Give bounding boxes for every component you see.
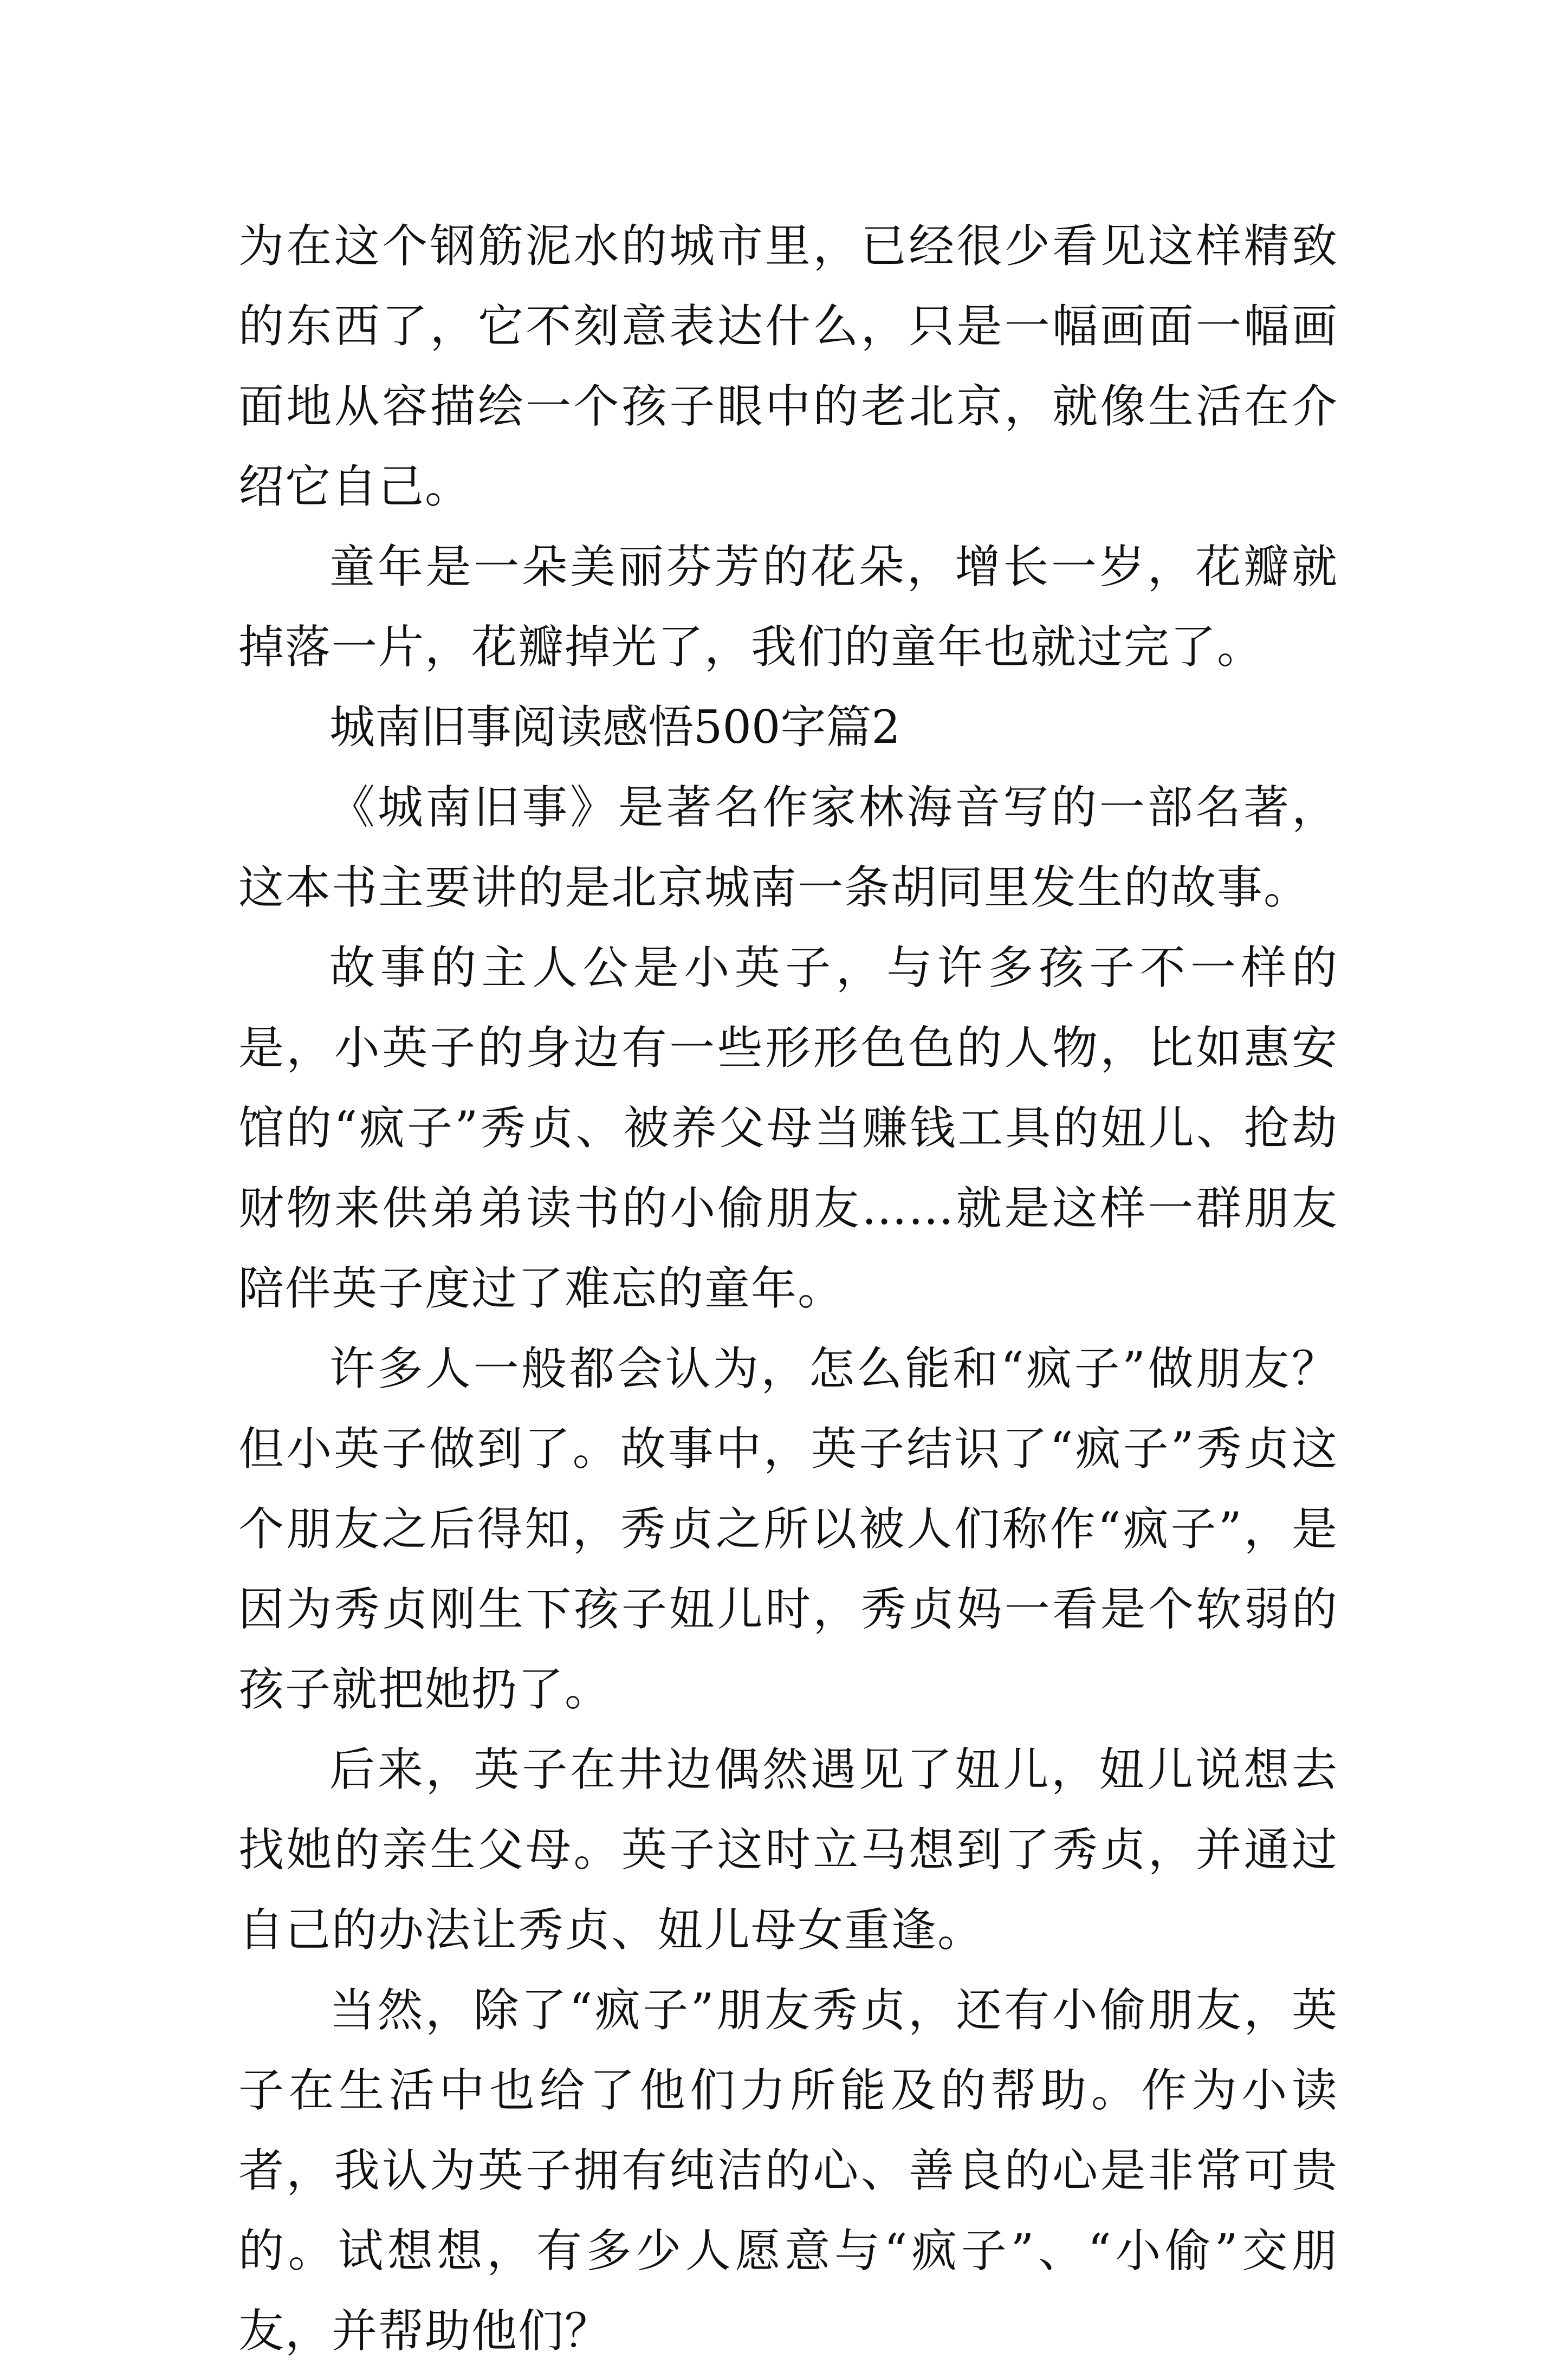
paragraph-protagonist: 故事的主人公是小英子，与许多孩子不一样的是，小英子的身边有一些形形色色的人物，比如惠安馆的“疯子”秀贞、被养父母当赚钱工具的妞儿、抢劫财物来供弟弟读书的小偷朋友……就是这样一群朋友陪伴英子度过了难忘的童年。 — [238, 941, 1338, 1315]
paragraph-continuation: 为在这个钢筋泥水的城市里，已经很少看见这样精致的东西了，它不刻意表达什么，只是一幅画面一幅画面地从容描绘一个孩子眼中的老北京，就像生活在介绍它自己。 — [238, 219, 1338, 513]
section-heading: 城南旧事阅读感悟500字篇2 — [329, 701, 900, 754]
paragraph-reunion: 后来，英子在井边偶然遇见了妞儿，妞儿说想去找她的亲生父母。英子这时立马想到了秀贞，并通过自己的办法让秀贞、妞儿母女重逢。 — [238, 1743, 1338, 1957]
paragraph-book-intro: 《城南旧事》是著名作家林海音写的一部名著，这本书主要讲的是北京城南一条胡同里发生的故事。 — [238, 781, 1338, 914]
paragraph-reflection: 当然，除了“疯子”朋友秀贞，还有小偷朋友，英子在生活中也给了他们力所能及的帮助。作为小读者，我认为英子拥有纯洁的心、善良的心是非常可贵的。试想想，有多少人愿意与“疯子”、“小偷”交朋友，并帮助他们？ — [238, 1984, 1338, 2357]
paragraph-madwoman-friend: 许多人一般都会认为，怎么能和“疯子”做朋友？但小英子做到了。故事中，英子结识了“疯子”秀贞这个朋友之后得知，秀贞之所以被人们称作“疯子”，是因为秀贞刚生下孩子妞儿时，秀贞妈一看是个软弱的孩子就把她扔了。 — [238, 1342, 1338, 1716]
paragraph-childhood-flower: 童年是一朵美丽芬芳的花朵，增长一岁，花瓣就掉落一片，花瓣掉光了，我们的童年也就过完了。 — [238, 540, 1338, 673]
document-body — [238, 206, 1338, 2371]
